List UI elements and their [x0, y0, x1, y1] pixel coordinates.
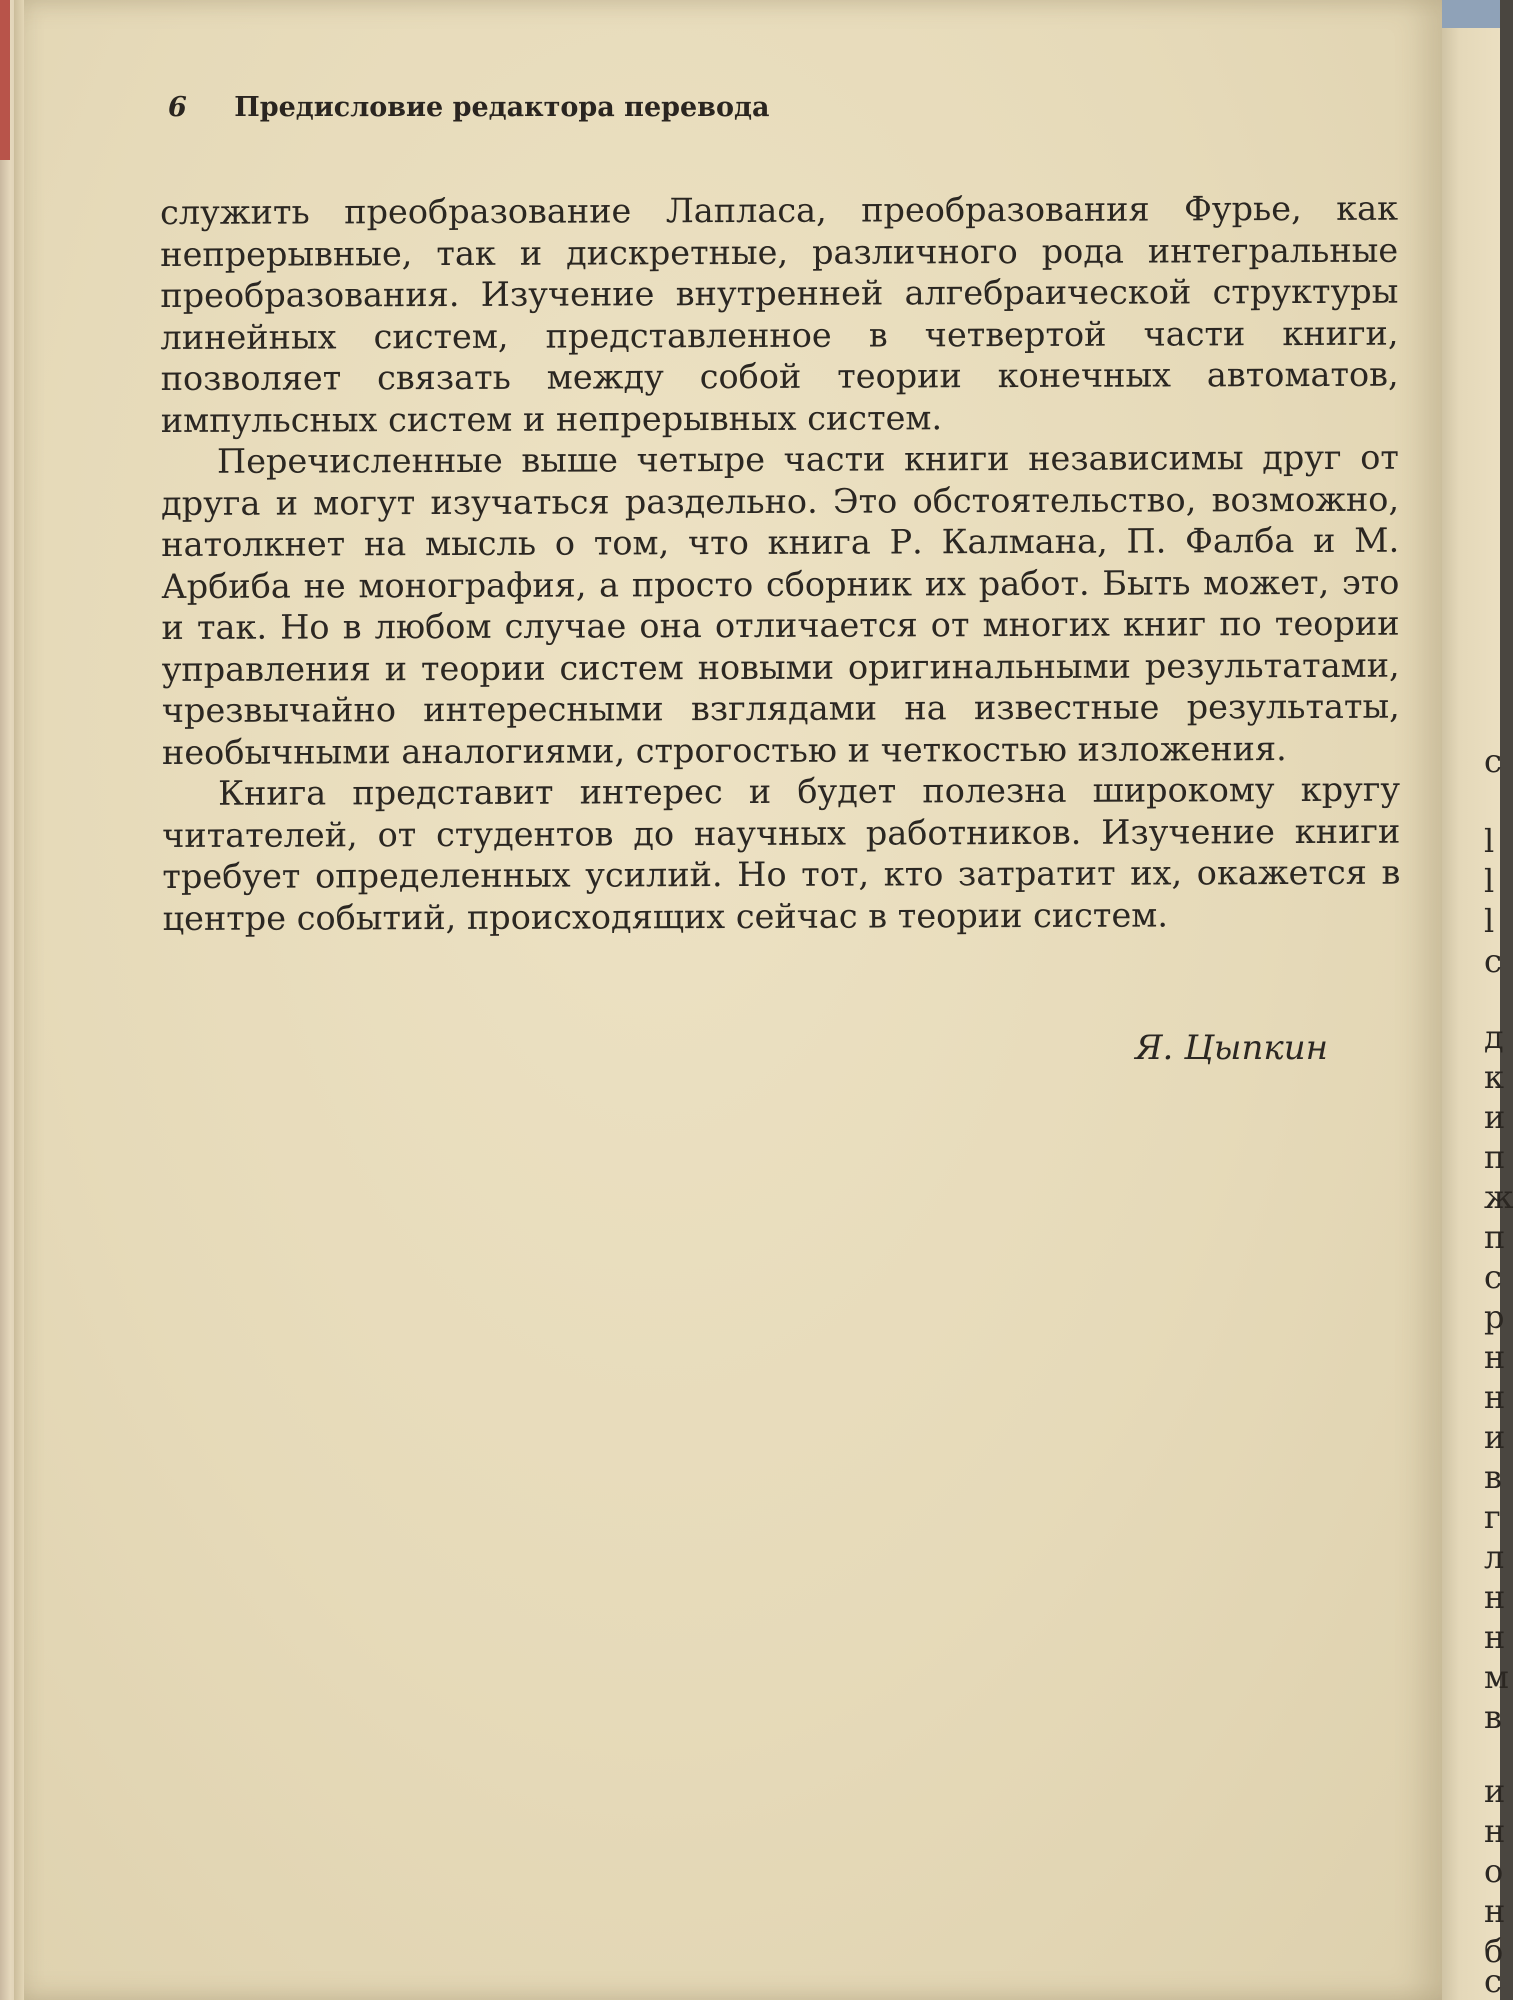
paragraph-1: служить преобразование Лапласа, преобразования Фурье, как непрерывные, так и дискретные, различного рода интегральные преобразования. Изучение внутренней алгебраической структуры линейных систем, представленное в четвертой части книги, позволяет связать между собой теории конечных автоматов, импульсных систем и непрерывных систем. — [160, 188, 1399, 440]
body-text — [160, 188, 1401, 939]
edge-letter: б — [1484, 1932, 1504, 1970]
edge-letter: в — [1484, 1458, 1503, 1496]
cover-edge — [0, 0, 10, 160]
edge-letter: н — [1484, 1892, 1506, 1930]
next-page-edge — [1442, 0, 1513, 2000]
edge-letter: к — [1484, 1058, 1504, 1096]
edge-letter: о — [1484, 1852, 1504, 1890]
running-head — [168, 92, 769, 123]
page-number: 6 — [168, 92, 187, 123]
paragraph-3: Книга представит интерес и будет полезна широкому кругу читателей, от студентов до научных работников. Изучение книги требует определенных усилий. Но тот, кто затратит их, окажется в центре событий, происходящих сейчас в теории систем. — [162, 769, 1401, 938]
edge-letter: н — [1484, 1338, 1506, 1376]
edge-letter: и — [1484, 1098, 1506, 1136]
edge-letter: л — [1484, 1538, 1505, 1576]
edge-letter: г — [1484, 1498, 1501, 1536]
edge-letter: ж — [1484, 1178, 1513, 1216]
paragraph-2: Перечисленные выше четыре части книги независимы друг от друга и могут изучаться раздельно. Это обстоятельство, возможно, натолкнет на мысль о том, что книга Р. Калмана, П. Фалба и М. Арбиба не монография, а просто сборник их работ. Быть может, это и так. Но в любом случае она отличается от многих книг по теории управления и теории систем новыми оригинальными результатами, чрезвычайно интересными взглядами на известные результаты, необычными аналогиями, строгостью и четкостью изложения. — [161, 437, 1400, 772]
edge-letter: д — [1484, 1018, 1504, 1056]
edge-letter: с — [1484, 942, 1502, 980]
signature: Я. Цыпкин — [1135, 1028, 1328, 1068]
edge-letter: н — [1484, 1812, 1506, 1850]
running-head-title: Предисловие редактора перевода — [234, 92, 770, 123]
edge-letter: и — [1484, 1418, 1506, 1456]
page-fold — [14, 0, 24, 2000]
edge-letter: l — [1484, 862, 1495, 900]
edge-letter: с — [1484, 1258, 1502, 1296]
edge-letter: п — [1484, 1218, 1506, 1256]
edge-letter: м — [1484, 1658, 1509, 1696]
edge-letter: п — [1484, 1138, 1506, 1176]
edge-letter: и — [1484, 1772, 1506, 1810]
background-corner — [1442, 0, 1500, 28]
edge-letter: с — [1484, 742, 1502, 780]
edge-letter: l — [1484, 822, 1495, 860]
edge-letter: в — [1484, 1698, 1503, 1736]
edge-letter: l — [1484, 902, 1495, 940]
edge-letter: р — [1484, 1298, 1505, 1336]
edge-letter: с — [1484, 1962, 1502, 2000]
edge-letter: н — [1484, 1578, 1506, 1616]
edge-letter: н — [1484, 1618, 1506, 1656]
edge-letter: н — [1484, 1378, 1506, 1416]
